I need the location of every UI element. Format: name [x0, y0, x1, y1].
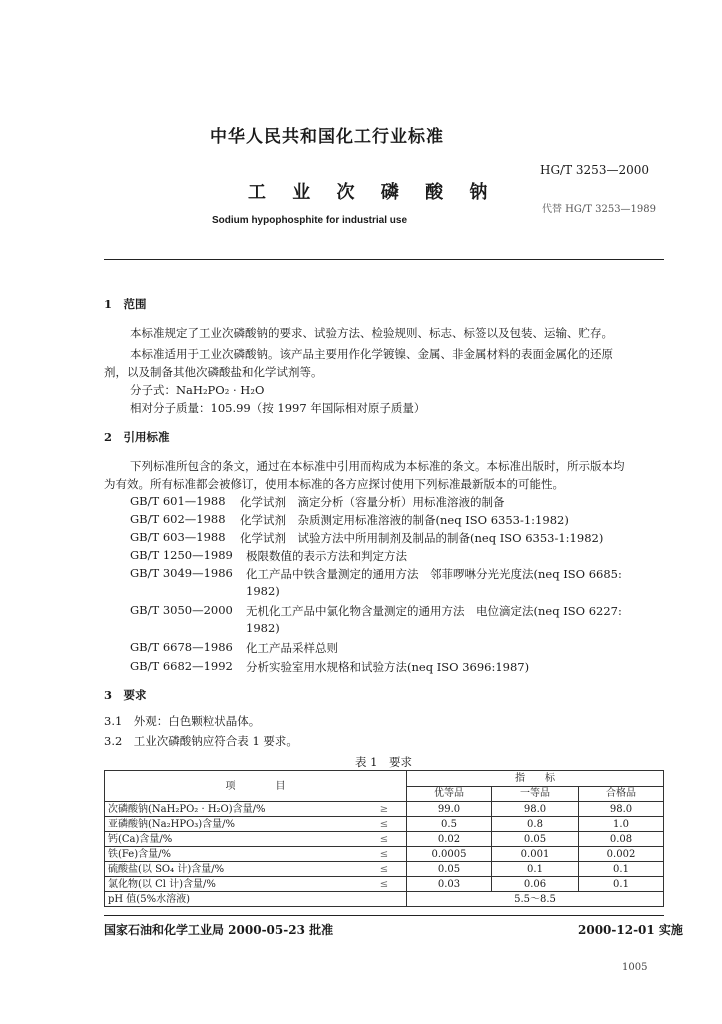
reference-title-continued: 1982): [246, 584, 280, 598]
section-2-paragraph-b: 为有效。所有标准都会被修订，使用本标准的各方应探讨使用下列标准最新版本的可能性。: [104, 477, 564, 491]
row-value: 98.0: [492, 802, 579, 817]
row-item: 氯化物(以 Cl 计)含量/%: [105, 877, 363, 892]
header-divider: [104, 259, 664, 260]
reference-code: GB/T 6678—1986: [130, 640, 233, 654]
reference-code: GB/T 602—1988: [130, 512, 226, 526]
table-row: [105, 817, 664, 832]
standard-number: HG/T 3253—2000: [540, 163, 649, 177]
table-row: [105, 877, 664, 892]
row-item: 次磷酸钠(NaH₂PO₂ · H₂O)含量/%: [105, 802, 363, 817]
reference-code: GB/T 6682—1992: [130, 659, 233, 673]
row-value: 98.0: [579, 802, 664, 817]
reference-title-continued: 1982): [246, 621, 280, 635]
footer-divider: [104, 915, 664, 916]
row-item: pH 值(5%水溶液): [105, 892, 407, 907]
row-comparator: ≤: [362, 877, 407, 892]
row-value: 99.0: [407, 802, 492, 817]
table-row: [105, 802, 664, 817]
reference-title: 极限数值的表示方法和判定方法: [246, 549, 407, 563]
row-value: 0.08: [579, 832, 664, 847]
table-header-item: 项 目: [105, 771, 407, 802]
row-value: 0.06: [492, 877, 579, 892]
table-row: [105, 847, 664, 862]
row-value: 0.02: [407, 832, 492, 847]
document-title: 工 业 次 磷 酸 钠: [248, 182, 498, 203]
effective-date: 2000-12-01 实施: [578, 923, 683, 937]
row-comparator: ≤: [362, 862, 407, 877]
reference-title: 化工产品采样总则: [246, 641, 338, 655]
reference-title: 化工产品中铁含量测定的通用方法 邻菲啰啉分光光度法(neq ISO 6685:: [246, 567, 622, 581]
row-value: 0.1: [492, 862, 579, 877]
requirements-table: [104, 770, 664, 907]
reference-code: GB/T 603—1988: [130, 530, 226, 544]
table-caption: 表 1 要求: [355, 755, 412, 769]
molecular-formula: 分子式：NaH₂PO₂ · H₂O: [130, 383, 265, 397]
section-3-heading: 3 要求: [104, 688, 147, 702]
reference-title: 无机化工产品中氯化物含量测定的通用方法 电位滴定法(neq ISO 6227:: [246, 604, 622, 618]
table-header-index: 指 标: [407, 771, 664, 787]
reference-title: 化学试剂 滴定分析（容量分析）用标准溶液的制备: [240, 495, 505, 509]
table-row: [105, 862, 664, 877]
row-value: 0.001: [492, 847, 579, 862]
section-1-paragraph-2a: 本标准适用于工业次磷酸钠。该产品主要用作化学镀镍、金属、非金属材料的表面金属化的还原: [130, 347, 613, 361]
row-item: 钙(Ca)含量/%: [105, 832, 363, 847]
approval-line: 国家石油和化学工业局 2000-05-23 批准: [104, 923, 334, 937]
industry-standard-heading: 中华人民共和国化工行业标准: [210, 127, 444, 147]
row-comparator: ≤: [362, 817, 407, 832]
section-1-paragraph-2b: 剂，以及制备其他次磷酸盐和化学试剂等。: [104, 365, 323, 379]
reference-code: GB/T 601—1988: [130, 494, 226, 508]
reference-code: GB/T 3049—1986: [130, 566, 233, 580]
row-item: 铁(Fe)含量/%: [105, 847, 363, 862]
grade-header: 一等品: [492, 786, 579, 802]
table-row: [105, 892, 664, 907]
section-3-1: 3.1 外观：白色颗粒状晶体。: [104, 714, 261, 728]
row-value: 1.0: [579, 817, 664, 832]
row-item: 亚磷酸钠(Na₂HPO₃)含量/%: [105, 817, 363, 832]
row-value: 0.05: [407, 862, 492, 877]
row-value: 0.03: [407, 877, 492, 892]
reference-title: 分析实验室用水规格和试验方法(neq ISO 3696:1987): [246, 660, 530, 674]
english-title: Sodium hypophosphite for industrial use: [212, 215, 408, 226]
section-3-2: 3.2 工业次磷酸钠应符合表 1 要求。: [104, 734, 298, 748]
reference-title: 化学试剂 杂质测定用标准溶液的制备(neq ISO 6353-1:1982): [240, 513, 569, 527]
section-1-heading: 1 范围: [104, 297, 147, 311]
reference-code: GB/T 1250—1989: [130, 548, 233, 562]
page-number: 1005: [622, 962, 648, 973]
table-row: [105, 832, 664, 847]
row-value: 0.0005: [407, 847, 492, 862]
section-1-paragraph-1: 本标准规定了工业次磷酸钠的要求、试验方法、检验规则、标志、标签以及包装、运输、贮存。: [130, 326, 613, 340]
grade-header: 合格品: [579, 786, 664, 802]
section-2-heading: 2 引用标准: [104, 430, 170, 444]
row-value: 5.5～8.5: [407, 892, 664, 907]
row-comparator: ≥: [362, 802, 407, 817]
row-value: 0.5: [407, 817, 492, 832]
row-value: 0.05: [492, 832, 579, 847]
replaces-standard: 代替 HG/T 3253—1989: [542, 204, 657, 215]
section-2-paragraph-a: 下列标准所包含的条文，通过在本标准中引用而构成为本标准的条文。本标准出版时，所示版本均: [130, 459, 625, 473]
reference-code: GB/T 3050—2000: [130, 603, 233, 617]
row-value: 0.1: [579, 877, 664, 892]
row-value: 0.8: [492, 817, 579, 832]
row-value: 0.002: [579, 847, 664, 862]
row-comparator: ≤: [362, 847, 407, 862]
row-value: 0.1: [579, 862, 664, 877]
row-comparator: ≤: [362, 832, 407, 847]
row-item: 硫酸盐(以 SO₄ 计)含量/%: [105, 862, 363, 877]
grade-header: 优等品: [407, 786, 492, 802]
molecular-mass: 相对分子质量：105.99（按 1997 年国际相对原子质量）: [130, 401, 426, 415]
reference-title: 化学试剂 试验方法中所用制剂及制品的制备(neq ISO 6353-1:1982): [240, 531, 604, 545]
